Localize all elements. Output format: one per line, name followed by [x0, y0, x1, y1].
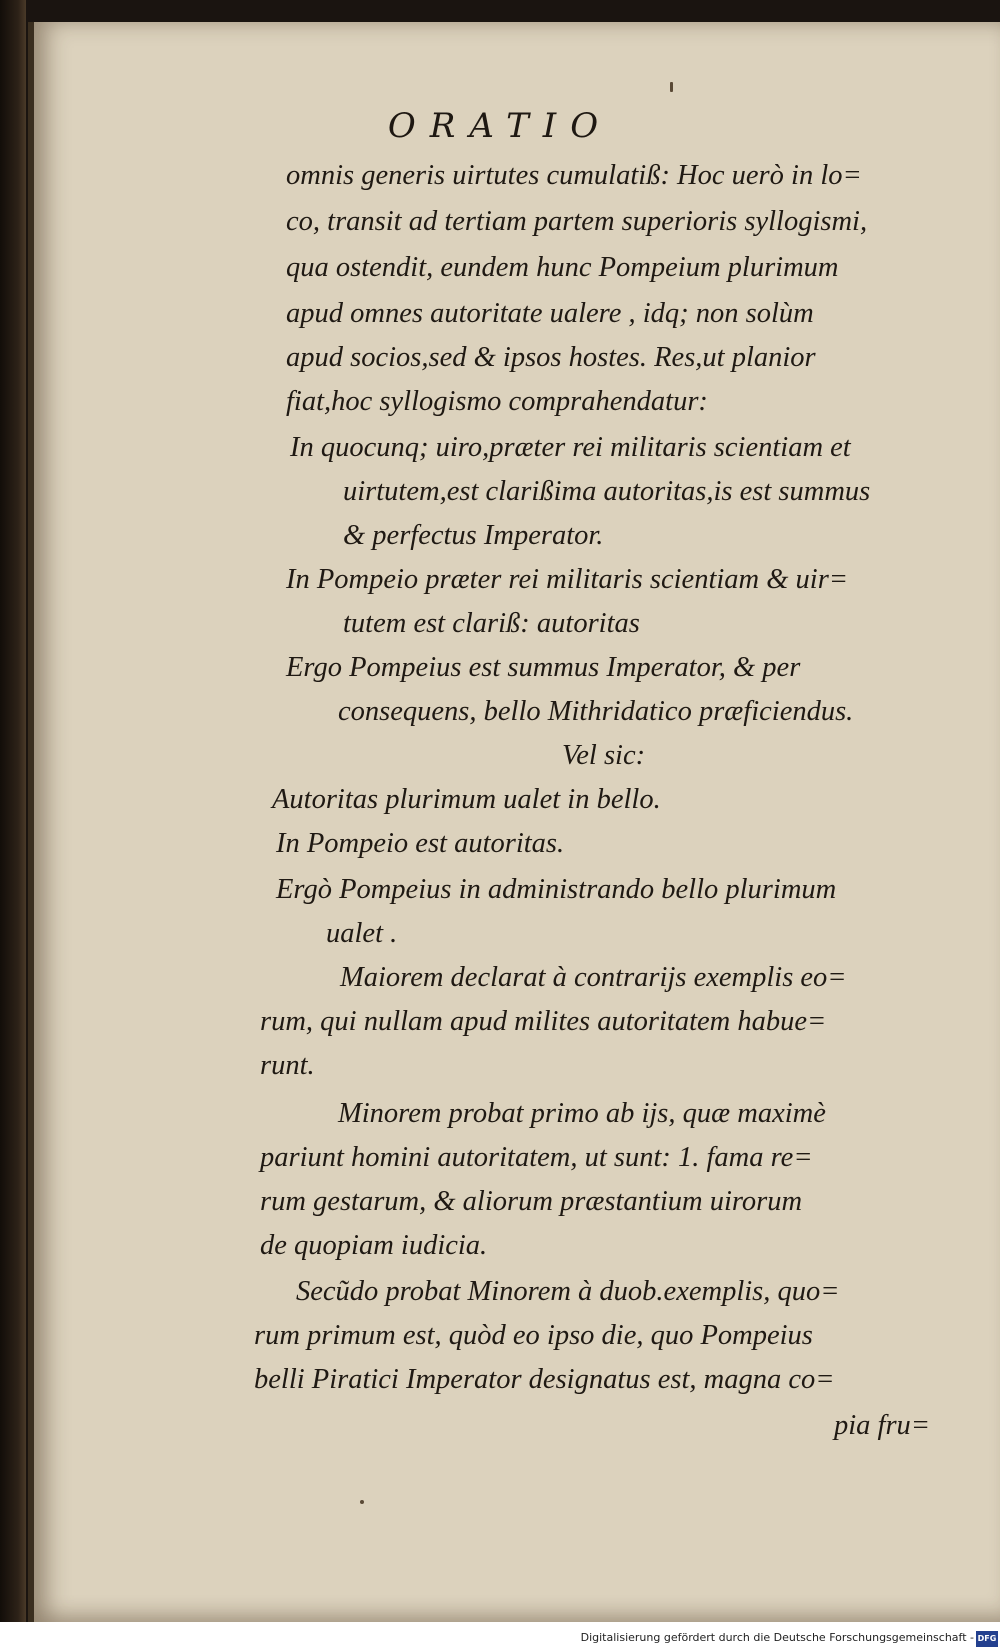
text-line: Ergò Pompeius in administrando bello plurimum: [276, 874, 837, 905]
text-line: pariunt homini autoritatem, ut sunt: 1. fama re=: [260, 1142, 813, 1173]
text-line: qua ostendit, eundem hunc Pompeium plurimum: [286, 252, 839, 283]
text-line: runt.: [260, 1050, 315, 1081]
text-line: pia fru=: [834, 1410, 931, 1441]
text-line: In Pompeio est autoritas.: [276, 828, 565, 859]
text-line: apud socios,sed & ipsos hostes. Res,ut planior: [286, 342, 816, 373]
text-line: omnis generis uirtutes cumulatiß: Hoc uerò in lo=: [286, 160, 862, 191]
text-line: tutem est clariß: autoritas: [343, 608, 640, 639]
paper-speck: [670, 82, 673, 92]
text-line: uirtutem,est clarißima autoritas,is est summus: [343, 476, 871, 507]
text-line: In Pompeio præter rei militaris scientiam & uir=: [286, 564, 849, 595]
text-line: rum gestarum, & aliorum præstantium uirorum: [260, 1186, 803, 1217]
paper-speck: [360, 1500, 364, 1504]
text-line: rum primum est, quòd eo ipso die, quo Pompeius: [254, 1320, 813, 1351]
dfg-logo: DFG: [976, 1631, 998, 1647]
text-line: rum, qui nullam apud milites autoritatem habue=: [260, 1006, 827, 1037]
footer-bar: [0, 1622, 1000, 1652]
running-head: ORATIO: [387, 106, 613, 146]
text-line: Ergo Pompeius est summus Imperator, & per: [286, 652, 801, 683]
text-line: ualet .: [326, 918, 398, 949]
text-line: consequens, bello Mithridatico præficiendus.: [338, 696, 854, 727]
text-line: belli Piratici Imperator designatus est, magna co=: [254, 1364, 835, 1395]
text-line: Secũdo probat Minorem à duob.exemplis, quo=: [296, 1276, 840, 1307]
text-line: & perfectus Imperator.: [343, 520, 604, 551]
text-line: Autoritas plurimum ualet in bello.: [272, 784, 661, 815]
text-line: Vel sic:: [562, 740, 646, 771]
digitization-credit: Digitalisierung gefördert durch die Deutsche Forschungsgemeinschaft -: [580, 1631, 974, 1644]
text-line: Minorem probat primo ab ijs, quæ maximè: [338, 1098, 826, 1129]
text-line: co, transit ad tertiam partem superioris syllogismi,: [286, 206, 868, 237]
text-line: de quopiam iudicia.: [260, 1230, 488, 1261]
text-line: apud omnes autoritate ualere , idq; non solùm: [286, 298, 814, 329]
text-line: In quocunq; uiro,præter rei militaris scientiam et: [290, 432, 851, 463]
text-line: Maiorem declarat à contrarijs exemplis eo=: [340, 962, 847, 993]
text-line: fiat,hoc syllogismo comprahendatur:: [286, 386, 708, 417]
